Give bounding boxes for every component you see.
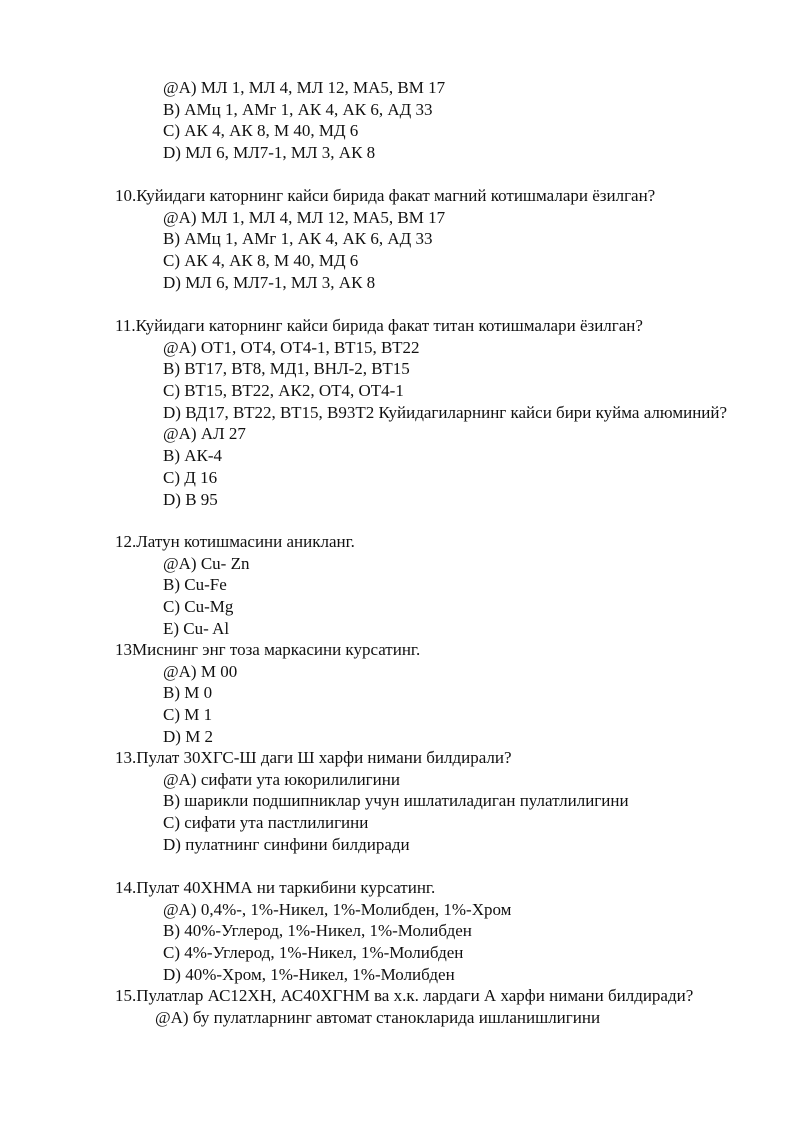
option-line: @A) 0,4%-, 1%-Никел, 1%-Молибден, 1%-Хром	[163, 899, 512, 919]
option-line: @A) МЛ 1, МЛ 4, МЛ 12, МА5, ВМ 17	[163, 207, 446, 227]
question-13b-text: 13.Пулат 30ХГС-Ш даги Ш харфи нимани билдирали?	[115, 748, 512, 767]
question-10-text: 10.Куйидаги каторнинг кайси бирида факат магний котишмалари ёзилган?	[115, 186, 656, 205]
option-line: B) ВТ17, ВТ8, МД1, ВНЛ-2, ВТ15	[163, 359, 410, 379]
option-line: D) МЛ 6, МЛ7-1, МЛ 3, АК 8	[163, 272, 376, 292]
option-line: C) АК 4, АК 8, М 40, МД 6	[163, 251, 359, 271]
option-line: C) сифати ута пастлилигини	[163, 813, 369, 833]
option-line: D) МЛ 6, МЛ7-1, МЛ 3, АК 8	[163, 143, 376, 163]
option-line: @A) сифати ута юкорилилигини	[163, 769, 400, 789]
option-line: E) Cu- Al	[163, 618, 230, 638]
question-13b-block	[115, 747, 743, 855]
option-line: D) 40%-Хром, 1%-Никел, 1%-Молибден	[163, 964, 455, 984]
option-line: B) 40%-Углерод, 1%-Никел, 1%-Молибден	[163, 921, 472, 941]
option-line: B) АМц 1, АМг 1, АК 4, АК 6, АД 33	[163, 229, 433, 249]
option-line: @A) бу пулатларнинг автомат станокларида ишланишлигини	[155, 1007, 601, 1027]
option-line: B) АМц 1, АМг 1, АК 4, АК 6, АД 33	[163, 99, 433, 119]
option-line: B) М 0	[163, 683, 213, 703]
option-d-merged-question: D) ВД17, ВТ22, ВТ15, В93Т2 Куйидагиларнинг кайси бири куйма алюминий?	[163, 402, 728, 422]
question-15-text: 15.Пулатлар АС12ХН, АС40ХГНМ ва х.к. лардаги А харфи нимани билдиради?	[115, 986, 694, 1005]
intro-options-block	[115, 77, 743, 164]
question-12-text: 12.Латун котишмасини аникланг.	[115, 532, 355, 551]
option-line: D) М 2	[163, 726, 214, 746]
option-line: @A) Cu- Zn	[163, 553, 250, 573]
option-line: B) АК-4	[163, 446, 223, 466]
question-13a-text: 13Миснинг энг тоза маркасини курсатинг.	[115, 640, 421, 659]
option-line: C) 4%-Углерод, 1%-Никел, 1%-Молибден	[163, 943, 464, 963]
question-11-block	[115, 315, 743, 510]
question-11-text: 11.Куйидаги каторнинг кайси бирида факат титан котишмалари ёзилган?	[115, 316, 643, 335]
question-14-block	[115, 877, 743, 985]
question-13a-block	[115, 639, 743, 747]
option-line: B) Cu-Fe	[163, 575, 227, 595]
option-line: C) М 1	[163, 705, 213, 725]
option-line: @A) МЛ 1, МЛ 4, МЛ 12, МА5, ВМ 17	[163, 78, 446, 97]
option-line: C) Cu-Mg	[163, 597, 234, 617]
option-line: D) пулатнинг синфини билдиради	[163, 834, 410, 854]
question-14-text: 14.Пулат 40ХНМА ни таркибини курсатинг.	[115, 878, 436, 897]
question-12-block	[115, 531, 743, 639]
option-line: C) Д 16	[163, 467, 218, 487]
question-10-block	[115, 185, 743, 293]
option-line: @A) ОТ1, ОТ4, ОТ4-1, ВТ15, ВТ22	[163, 337, 420, 357]
question-15-block	[115, 985, 743, 1028]
option-line: @A) АЛ 27	[163, 424, 246, 444]
option-line: B) шарикли подшипниклар учун ишлатиладиган пулатлилигини	[163, 791, 629, 811]
option-line: @A) М 00	[163, 661, 238, 681]
option-line: C) ВТ15, ВТ22, АК2, ОТ4, ОТ4-1	[163, 381, 404, 401]
option-line: C) АК 4, АК 8, М 40, МД 6	[163, 121, 359, 141]
option-line: D) В 95	[163, 489, 218, 509]
